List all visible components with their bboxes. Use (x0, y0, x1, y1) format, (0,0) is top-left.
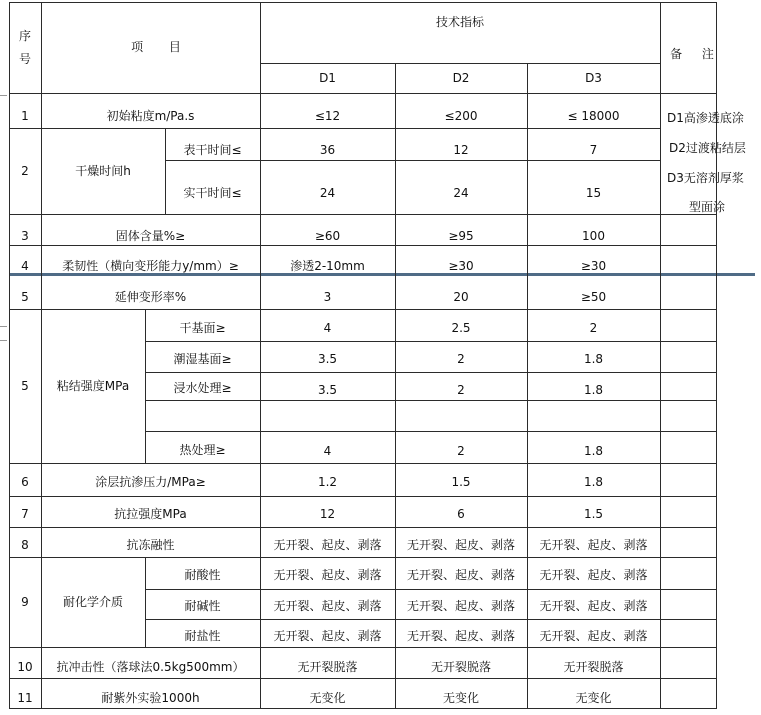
value-d2: 无开裂、起皮、剥落 (406, 628, 515, 643)
value-d1: 3.5 (317, 351, 338, 366)
margin-mark (0, 95, 7, 96)
col-header-d2: D2 (452, 70, 470, 85)
row-number: 1 (21, 108, 29, 123)
row-item: 初始粘度m/Pa.s (106, 108, 195, 123)
value-d2: 无开裂、起皮、剥落 (406, 598, 515, 613)
rule (660, 2, 661, 709)
col-header-d1: D1 (319, 70, 336, 85)
value-d3: ≥30 (580, 258, 607, 273)
row-number: 5 (21, 289, 29, 304)
seq-header (9, 2, 41, 93)
remark-line: D3无溶剂厚浆 (667, 171, 744, 185)
value-d3: 无开裂脱落 (563, 659, 624, 674)
value-d1: 1.2 (317, 474, 338, 489)
indicator-header: 技术指标 (435, 14, 484, 29)
value-d1: 无开裂、起皮、剥落 (273, 537, 382, 552)
sub-item: 浸水处理≥ (173, 380, 232, 395)
sub-item: 实干时间≤ (183, 185, 242, 200)
sub-item: 耐酸性 (184, 567, 221, 582)
value-d3: 无变化 (575, 690, 612, 705)
value-d1: 3 (323, 289, 332, 304)
remark-line: 型面涂 (689, 200, 726, 214)
row-group: 干燥时间h (75, 163, 131, 178)
row-item: 固体含量%≥ (115, 228, 186, 243)
row-item: 抗冲击性（落球法0.5kg500mm） (56, 659, 245, 674)
col-header-d3: D3 (585, 70, 602, 85)
row-number: 9 (21, 594, 29, 609)
remark-header: 备 注 (670, 46, 722, 61)
value-d2: 无变化 (442, 690, 479, 705)
rule (145, 341, 717, 342)
value-d3: 1.8 (583, 382, 604, 397)
sub-item: 干基面≥ (179, 320, 226, 335)
value-d2: 无开裂脱落 (430, 659, 491, 674)
value-d3: 15 (585, 185, 602, 200)
value-d2: 2.5 (451, 320, 471, 335)
row-item: 抗冻融性 (126, 537, 175, 552)
row-group: 粘结强度MPa (56, 378, 130, 393)
value-d2: 2 (457, 382, 465, 397)
remark-line: D1高渗透底涂 (667, 111, 744, 125)
value-d1: 渗透2-10mm (290, 258, 365, 273)
item-header: 项 目 (131, 40, 192, 55)
row-number: 10 (17, 659, 33, 674)
seq-header-line: 序 (18, 28, 31, 43)
value-d1: 无开裂、起皮、剥落 (273, 567, 382, 582)
row-item: 柔韧性（横向变形能力y/mm）≥ (62, 258, 239, 273)
value-d3: 1.8 (583, 443, 604, 458)
row-item: 耐紫外实验1000h (101, 690, 200, 705)
rule (9, 527, 717, 528)
sub-item: 潮湿基面≥ (173, 351, 232, 366)
value-d1: 36 (319, 142, 336, 157)
row-group: 耐化学介质 (62, 594, 123, 609)
value-d1: ≥60 (314, 228, 341, 243)
row-item: 抗拉强度MPa (114, 506, 187, 521)
value-d3: 2 (589, 320, 598, 335)
value-d2: 无开裂、起皮、剥落 (406, 537, 515, 552)
value-d3: 无开裂、起皮、剥落 (539, 567, 648, 582)
value-d3: 7 (589, 142, 598, 157)
value-d3: ≤ 18000 (567, 108, 620, 123)
value-d2: ≥30 (448, 258, 474, 273)
row-number: 3 (21, 228, 29, 243)
rule (9, 214, 717, 215)
value-d3: 无开裂、起皮、剥落 (539, 598, 648, 613)
value-d3: ≥50 (580, 289, 607, 304)
value-d1: ≤12 (314, 108, 341, 123)
row-item: 延伸变形率% (114, 289, 187, 304)
value-d3: 无开裂、起皮、剥落 (539, 537, 648, 552)
row-number: 4 (21, 258, 29, 273)
row-number: 8 (21, 537, 29, 552)
value-d1: 无开裂、起皮、剥落 (273, 628, 382, 643)
value-d2: ≥95 (448, 228, 474, 243)
value-d3: 1.8 (583, 474, 604, 489)
value-d3: 100 (582, 228, 605, 243)
value-d3: 1.5 (583, 506, 604, 521)
sub-item: 耐碱性 (184, 598, 221, 613)
value-d1: 12 (319, 506, 336, 521)
seq-header-line: 号 (18, 51, 31, 66)
sub-item: 热处理≥ (179, 442, 226, 457)
value-d3: 无开裂、起皮、剥落 (539, 628, 648, 643)
value-d2: 20 (453, 289, 469, 304)
value-d1: 无变化 (309, 690, 346, 705)
value-d2: 24 (453, 185, 469, 200)
value-d2: 无开裂、起皮、剥落 (406, 567, 515, 582)
rule (145, 431, 717, 432)
value-d2: 2 (457, 443, 465, 458)
rule (9, 496, 717, 497)
margin-mark (0, 326, 7, 327)
sub-item: 耐盐性 (184, 628, 221, 643)
remark-line: D2过渡粘结层 (669, 141, 746, 155)
rule (145, 589, 717, 590)
row-number: 6 (21, 474, 29, 489)
value-d1: 3.5 (317, 382, 338, 397)
margin-mark (0, 340, 7, 341)
row-number: 5 (21, 378, 29, 393)
row-item: 涂层抗渗压力/MPa≥ (95, 474, 206, 489)
value-d1: 4 (323, 443, 332, 458)
rule (9, 463, 717, 464)
rule (145, 372, 717, 373)
rule (9, 93, 717, 94)
value-d2: 2 (457, 351, 465, 366)
row-number: 2 (21, 163, 29, 178)
rule (145, 619, 717, 620)
sub-item: 表干时间≤ (183, 142, 242, 157)
value-d1: 无开裂脱落 (297, 659, 358, 674)
value-d2: 1.5 (451, 474, 471, 489)
value-d1: 24 (319, 185, 336, 200)
value-d2: 12 (453, 142, 469, 157)
value-d2: 6 (457, 506, 465, 521)
value-d2: ≤200 (444, 108, 478, 123)
row-number: 7 (21, 506, 29, 521)
value-d1: 4 (323, 320, 332, 335)
value-d1: 无开裂、起皮、剥落 (273, 598, 382, 613)
value-d3: 1.8 (583, 351, 604, 366)
row-number: 11 (17, 690, 33, 705)
